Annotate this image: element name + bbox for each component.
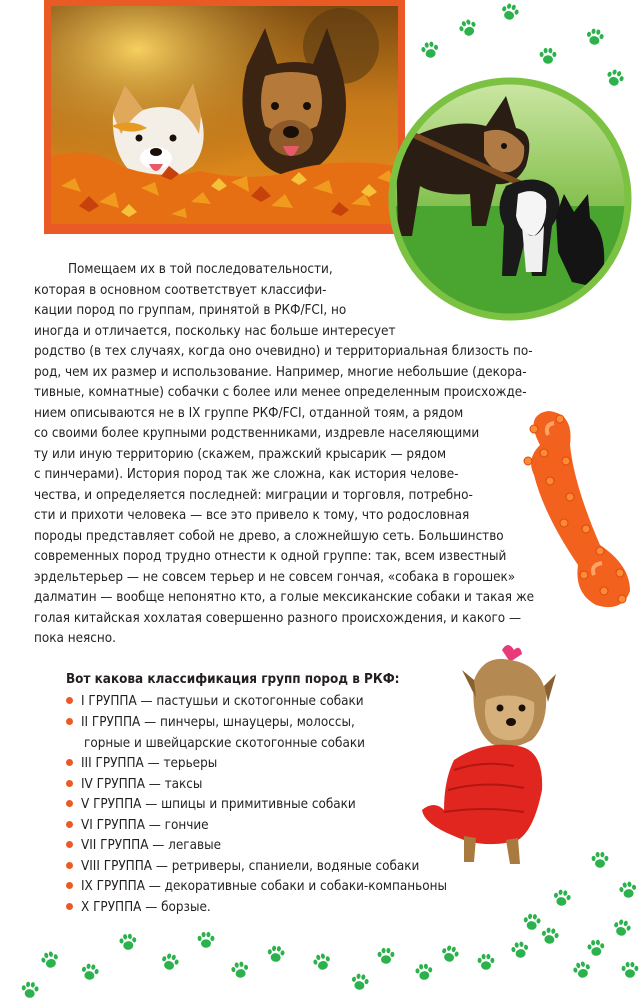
paw-print-icon xyxy=(570,958,594,982)
list-item xyxy=(66,756,217,771)
list-item xyxy=(66,838,221,853)
paragraph-line: родство (в тех случаях, когда оно очевидно) и территориальная близость по- xyxy=(34,344,533,359)
list-item-text: II ГРУППА — пинчеры, шнауцеры, молоссы, xyxy=(81,715,355,730)
paw-print-icon xyxy=(265,943,287,965)
paw-print-icon xyxy=(228,958,251,981)
bullet-icon xyxy=(66,903,73,910)
paw-print-icon xyxy=(158,950,182,974)
paragraph-line: Помещаем их в той последовательности, xyxy=(68,262,333,277)
list-item-text: III ГРУППА — терьеры xyxy=(81,756,218,771)
paragraph-line: пока неясно. xyxy=(34,631,116,646)
paw-print-icon xyxy=(19,979,41,1001)
autumn-dogs-image xyxy=(51,6,398,224)
paw-print-icon xyxy=(413,961,435,983)
paw-print-icon xyxy=(508,938,531,961)
list-item-text: X ГРУППА — борзые. xyxy=(81,900,211,915)
paw-print-icon xyxy=(418,38,441,61)
paragraph-line: чества, и определяется последней: миграции и торговля, потребно- xyxy=(34,488,473,503)
autumn-dogs-photo xyxy=(44,0,405,234)
list-item xyxy=(66,859,419,874)
list-item-text: VI ГРУППА — гончие xyxy=(81,818,209,833)
paw-print-icon xyxy=(455,15,481,41)
paragraph-line: со своими более крупными родственниками, издревле населяющими xyxy=(34,426,480,441)
list-item-text: VII ГРУППА — легавые xyxy=(81,838,222,853)
list-item xyxy=(66,777,202,792)
paw-print-icon xyxy=(538,46,558,66)
classification-title: Вот какова классификация групп пород в РКФ: xyxy=(66,672,400,687)
list-item-text: IX ГРУППА — декоративные собаки и собаки-компаньоны xyxy=(81,879,448,894)
paw-print-icon xyxy=(196,930,216,950)
paw-print-icon xyxy=(376,946,396,966)
list-item-continuation: горные и швейцарские скотогонные собаки xyxy=(84,736,365,751)
list-item xyxy=(66,797,356,812)
paragraph-line: современных пород трудно отнести к одной группе: так, всем известный xyxy=(34,549,507,564)
bullet-icon xyxy=(66,841,73,848)
paw-print-icon xyxy=(610,916,634,940)
paw-print-icon xyxy=(476,952,496,972)
paw-print-icon xyxy=(521,911,543,933)
paragraph-line: нием описываются не в IX группе РКФ/FCI, отданной тоям, а рядом xyxy=(34,406,464,421)
paw-print-icon xyxy=(38,948,62,972)
paw-print-icon xyxy=(78,960,101,983)
paw-print-icon xyxy=(438,942,462,966)
list-item-text: VIII ГРУППА — ретриверы, спаниели, водяные собаки xyxy=(81,859,420,874)
yorkie-image xyxy=(414,640,564,870)
paw-print-icon xyxy=(117,931,139,953)
bullet-icon xyxy=(66,882,73,889)
paw-print-icon xyxy=(585,937,607,959)
list-item-text: V ГРУППА — шпицы и примитивные собаки xyxy=(81,797,356,812)
paragraph-line: породы представляет собой не древо, а сложнейшую сеть. Большинство xyxy=(34,529,504,544)
bullet-icon xyxy=(66,800,73,807)
paragraph-line: кации пород по группам, принятой в РКФ/FCI, но xyxy=(34,303,347,318)
paragraph-line: далматин — вообще непонятно кто, а голые мексиканские собаки и такая же xyxy=(34,590,535,605)
list-item xyxy=(66,694,364,709)
paw-print-icon xyxy=(620,960,640,980)
bullet-icon xyxy=(66,862,73,869)
paragraph-line: тивные, комнатные) собачки с более или менее определенным происхожде- xyxy=(34,385,527,400)
paw-print-icon xyxy=(583,25,606,48)
bullet-icon xyxy=(66,718,73,725)
paw-print-icon xyxy=(538,924,561,947)
list-item xyxy=(66,879,447,894)
list-item xyxy=(66,818,209,833)
list-item xyxy=(66,715,355,730)
list-item-text: I ГРУППА — пастушьи и скотогонные собаки xyxy=(81,694,364,709)
yorkshire-terrier xyxy=(414,640,564,870)
playing-dogs-photo xyxy=(376,76,644,322)
paragraph-line: иногда и отличается, поскольку нас больше интересует xyxy=(34,324,396,339)
paragraph-line: ту или иную территорию (скажем, пражский крысарик — рядом xyxy=(34,447,447,462)
spiked-bone-toy xyxy=(504,405,644,615)
paw-print-icon xyxy=(550,886,573,909)
list-item-text: IV ГРУППА — таксы xyxy=(81,777,203,792)
paragraph-line: род, чем их размер и использование. Например, многие небольшие (декора- xyxy=(34,365,527,380)
list-item xyxy=(66,900,211,915)
bullet-icon xyxy=(66,821,73,828)
paw-print-icon xyxy=(590,850,610,870)
paw-print-icon xyxy=(348,970,371,993)
playing-dogs-image xyxy=(376,76,644,322)
dog-toy-image xyxy=(504,405,644,615)
paragraph-line: эрдельтерьер — не совсем терьер и не совсем гончая, «собака в горошек» xyxy=(34,570,516,585)
paw-print-icon xyxy=(498,0,522,24)
bullet-icon xyxy=(66,780,73,787)
paragraph-line: которая в основном соответствует классифи- xyxy=(34,283,327,298)
paw-print-icon xyxy=(310,950,334,974)
paw-print-icon xyxy=(616,878,639,901)
bullet-icon xyxy=(66,759,73,766)
paragraph-line: сти и прихоти человека — все это привело к тому, что родословная xyxy=(34,508,470,523)
paragraph-line: с пинчерами). История пород так же сложна, как история челове- xyxy=(34,467,459,482)
bullet-icon xyxy=(66,697,73,704)
paragraph-line: голая китайская хохлатая совершенно разного происхождения, и какого — xyxy=(34,611,522,626)
